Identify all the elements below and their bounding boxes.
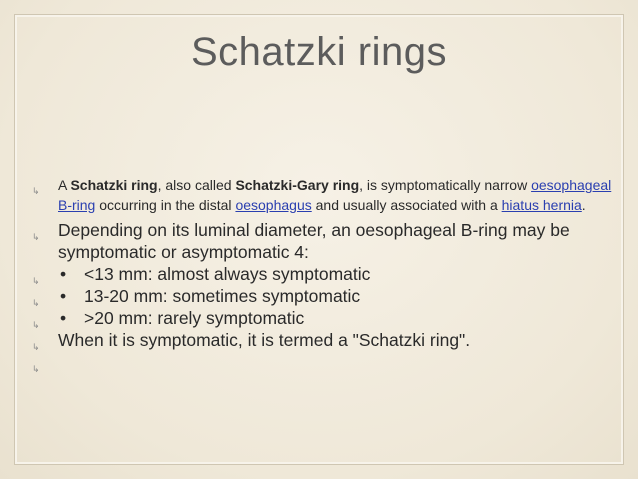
bullet-arrow-icon: ↳ <box>32 276 40 286</box>
bold-term: Schatzki ring <box>70 177 158 193</box>
list-item <box>32 263 612 285</box>
list-item-text: 13-20 mm: sometimes symptomatic <box>84 286 361 306</box>
bullet-dot-icon: • <box>60 264 67 284</box>
text: occurring in the distal <box>95 196 236 213</box>
paragraph-conclusion <box>32 329 612 351</box>
empty-bullet-row <box>32 351 612 373</box>
text: and usually associated with a <box>311 196 502 213</box>
bullet-arrow-icon: ↳ <box>32 298 40 308</box>
bullet-dot-icon: • <box>60 308 67 328</box>
text: , also called <box>157 177 236 193</box>
text: Depending on its luminal diameter, an oesophageal B-ring may be symptomatic or asymptomatic 4: <box>58 220 570 262</box>
bullet-arrow-icon: ↳ <box>32 364 40 374</box>
link-oesophageal-b-ring[interactable]: oesophageal B-ring <box>58 177 612 213</box>
bullet-arrow-icon: ↳ <box>32 320 40 330</box>
text: , is symptomatically narrow <box>359 177 532 193</box>
list-item-text: <13 mm: almost always symptomatic <box>84 264 371 284</box>
bullet-arrow-icon: ↳ <box>32 232 40 242</box>
paragraph-diameter <box>32 219 612 263</box>
list-item <box>32 285 612 307</box>
bullet-arrow-icon: ↳ <box>32 342 40 352</box>
bullet-arrow-icon: ↳ <box>32 186 40 196</box>
link-oesophagus[interactable]: oesophagus <box>235 196 312 213</box>
text: . <box>581 196 586 213</box>
slide-content <box>32 176 612 373</box>
text: A <box>58 177 71 193</box>
link-hiatus-hernia[interactable]: hiatus hernia <box>501 196 582 213</box>
bold-term: Schatzki-Gary ring <box>235 177 360 193</box>
list-item-text: >20 mm: rarely symptomatic <box>84 308 305 328</box>
list-item <box>32 307 612 329</box>
slide-title: Schatzki rings <box>191 30 447 74</box>
bullet-dot-icon: • <box>60 286 67 306</box>
text: When it is symptomatic, it is termed a "Schatzki ring". <box>58 330 471 350</box>
paragraph-definition <box>32 176 612 215</box>
